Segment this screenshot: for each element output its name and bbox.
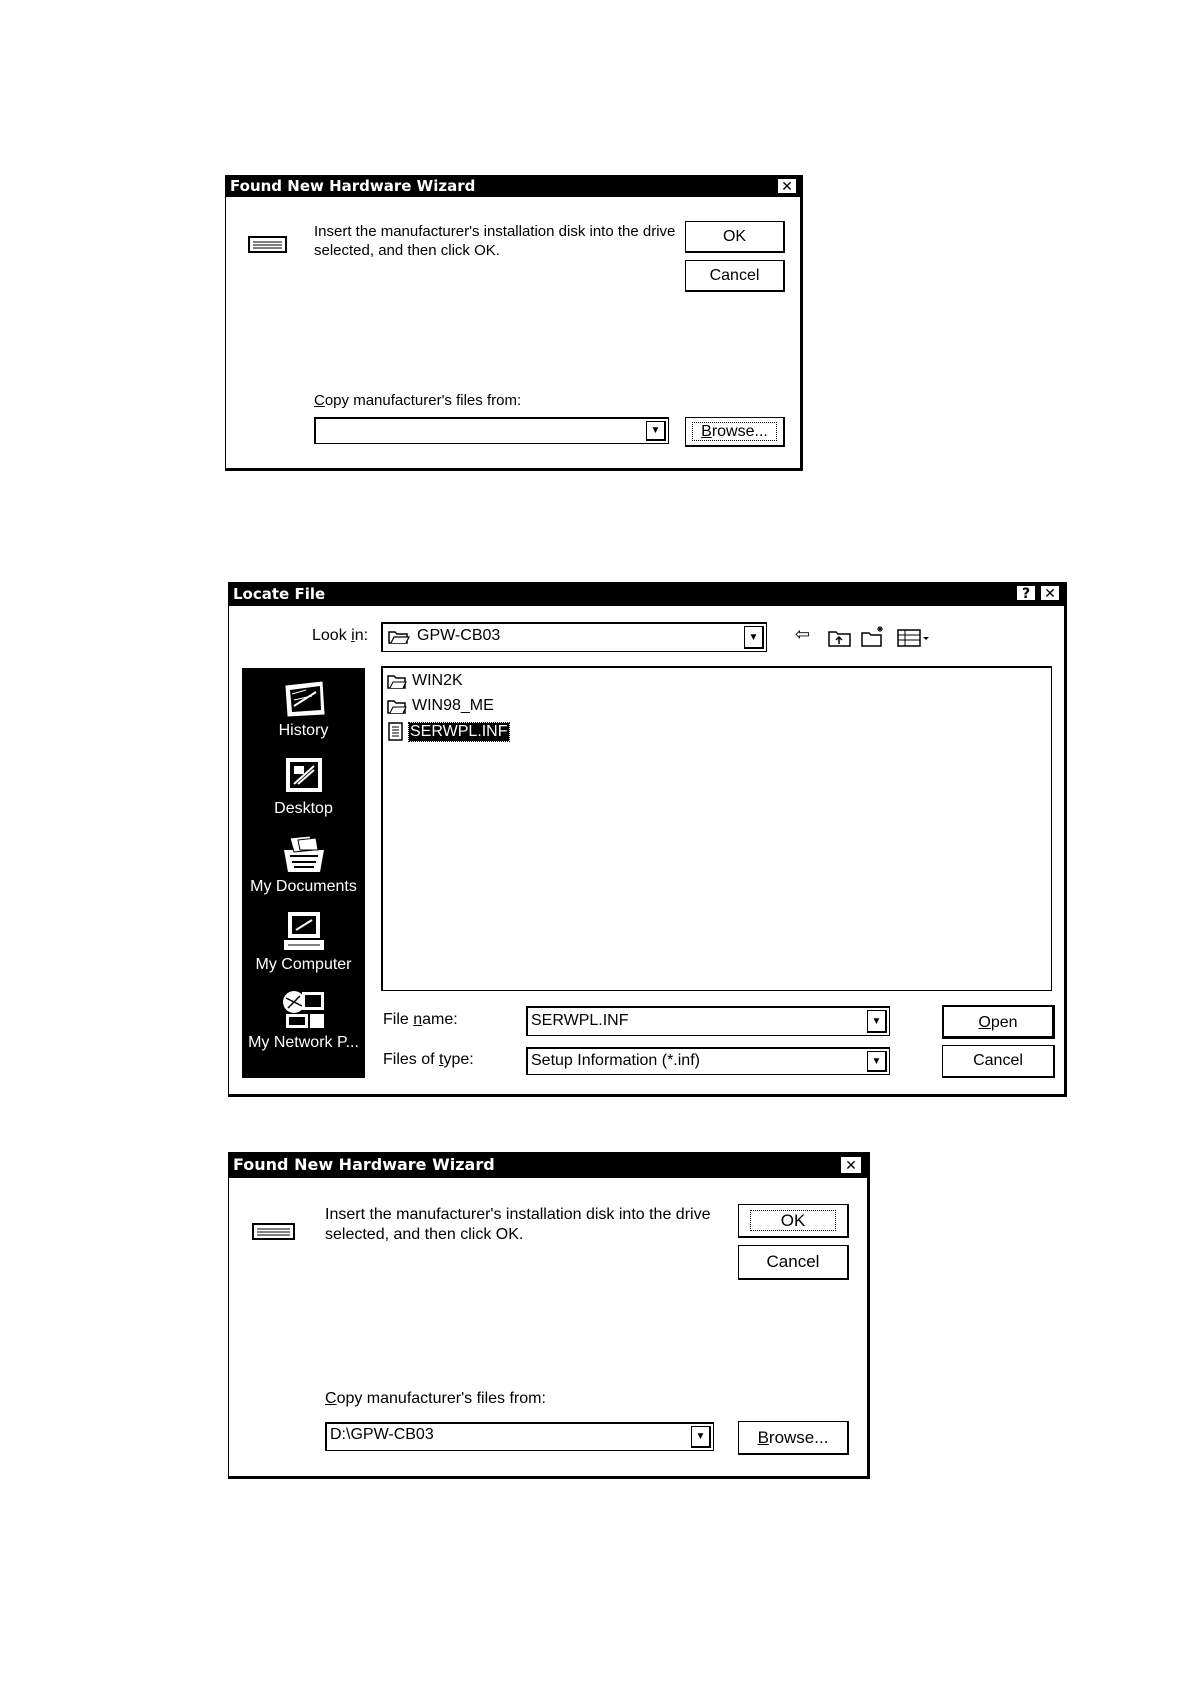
open-button[interactable]: Open	[942, 1005, 1055, 1039]
close-icon: ✕	[845, 1158, 857, 1174]
place-history[interactable]	[242, 676, 365, 740]
close-icon: ✕	[1044, 586, 1056, 602]
list-item-folder-win98-me[interactable]	[387, 697, 495, 715]
chevron-down-icon[interactable]: ▼	[867, 1051, 887, 1072]
place-label: My Computer	[255, 956, 352, 973]
instruction-line-1: Insert the manufacturer's installation disk into the drive	[325, 1206, 711, 1223]
instruction-line-2: selected, and then click OK.	[314, 242, 500, 259]
help-icon: ?	[1021, 586, 1031, 602]
browse-button[interactable]: Browse...	[738, 1421, 849, 1455]
locate-file-dialog	[228, 582, 1067, 1097]
help-button[interactable]	[1016, 585, 1036, 601]
copy-from-value: D:\GPW-CB03	[330, 1426, 434, 1443]
file-name: WIN2K	[412, 672, 463, 689]
close-icon: ✕	[781, 179, 793, 195]
look-in-label: Look in:	[312, 627, 369, 644]
folder-icon	[387, 697, 407, 715]
history-icon	[280, 676, 328, 718]
files-of-type-label: Files of type:	[383, 1051, 474, 1068]
copy-from-combobox[interactable]	[325, 1422, 714, 1451]
chevron-down-icon[interactable]: ▼	[646, 421, 666, 441]
files-of-type-combobox[interactable]	[526, 1047, 890, 1075]
close-button[interactable]	[777, 178, 797, 194]
instruction-text	[314, 222, 675, 260]
files-of-type-value: Setup Information (*.inf)	[531, 1052, 700, 1069]
place-network-places[interactable]	[242, 988, 365, 1052]
dialog-title: Locate File	[233, 585, 326, 603]
my-documents-icon	[280, 832, 328, 874]
file-name-label: File name:	[383, 1011, 458, 1028]
look-in-combobox[interactable]	[381, 622, 767, 652]
setup-file-icon	[387, 722, 405, 742]
disk-drive-icon	[252, 1222, 296, 1242]
place-label: My Documents	[250, 878, 357, 895]
found-new-hardware-dialog-2	[228, 1152, 870, 1479]
place-label: My Network P...	[248, 1034, 359, 1051]
network-places-icon	[280, 988, 328, 1030]
cancel-button[interactable]: Cancel	[738, 1245, 849, 1280]
look-in-value: GPW-CB03	[417, 627, 501, 644]
desktop-icon	[280, 754, 328, 796]
back-arrow-icon[interactable]: ⇦	[795, 624, 811, 644]
dialog-title-bar[interactable]	[229, 1152, 867, 1178]
dialog-title-bar[interactable]	[226, 175, 800, 197]
chevron-down-icon[interactable]: ▼	[691, 1426, 711, 1448]
chevron-down-icon[interactable]: ▼	[867, 1010, 887, 1033]
dialog-title: Found New Hardware Wizard	[230, 177, 476, 195]
file-name-combobox[interactable]	[526, 1006, 890, 1036]
dialog-title: Found New Hardware Wizard	[233, 1155, 495, 1174]
instruction-line-1: Insert the manufacturer's installation disk into the drive	[314, 223, 676, 240]
file-list[interactable]	[381, 666, 1052, 991]
view-menu-icon[interactable]	[897, 628, 931, 648]
instruction-text	[325, 1205, 710, 1245]
places-bar	[242, 668, 365, 1078]
new-folder-icon[interactable]	[861, 624, 887, 648]
dialog-title-bar[interactable]	[229, 582, 1064, 606]
copy-from-combobox[interactable]	[314, 417, 669, 444]
browse-button[interactable]: Browse...	[685, 417, 785, 447]
disk-drive-icon	[248, 235, 288, 255]
my-computer-icon	[280, 910, 328, 952]
copy-from-label: Copy manufacturer's files from:	[325, 1390, 546, 1407]
file-name: SERWPL.INF	[410, 723, 508, 740]
list-item-file-serwpl-inf[interactable]	[387, 722, 509, 742]
found-new-hardware-dialog-1	[225, 175, 803, 471]
place-desktop[interactable]	[242, 754, 365, 818]
ok-button[interactable]: OK	[738, 1204, 849, 1238]
instruction-line-2: selected, and then click OK.	[325, 1226, 524, 1243]
close-button[interactable]	[1040, 585, 1060, 601]
place-my-computer[interactable]	[242, 910, 365, 974]
list-item-folder-win2k[interactable]	[387, 672, 464, 690]
copy-from-label: Copy manufacturer's files from:	[314, 392, 522, 409]
file-name: WIN98_ME	[412, 697, 494, 714]
folder-icon	[387, 672, 407, 690]
file-name-value: SERWPL.INF	[531, 1012, 629, 1029]
up-folder-icon[interactable]	[828, 628, 852, 648]
chevron-down-icon[interactable]: ▼	[744, 626, 764, 649]
place-my-documents[interactable]	[242, 832, 365, 896]
cancel-button[interactable]: Cancel	[942, 1045, 1055, 1078]
place-label: History	[278, 722, 329, 739]
cancel-button[interactable]: Cancel	[685, 260, 785, 292]
close-button[interactable]	[840, 1156, 862, 1174]
open-folder-icon	[388, 629, 410, 645]
ok-button[interactable]: OK	[685, 221, 785, 253]
place-label: Desktop	[274, 800, 333, 817]
